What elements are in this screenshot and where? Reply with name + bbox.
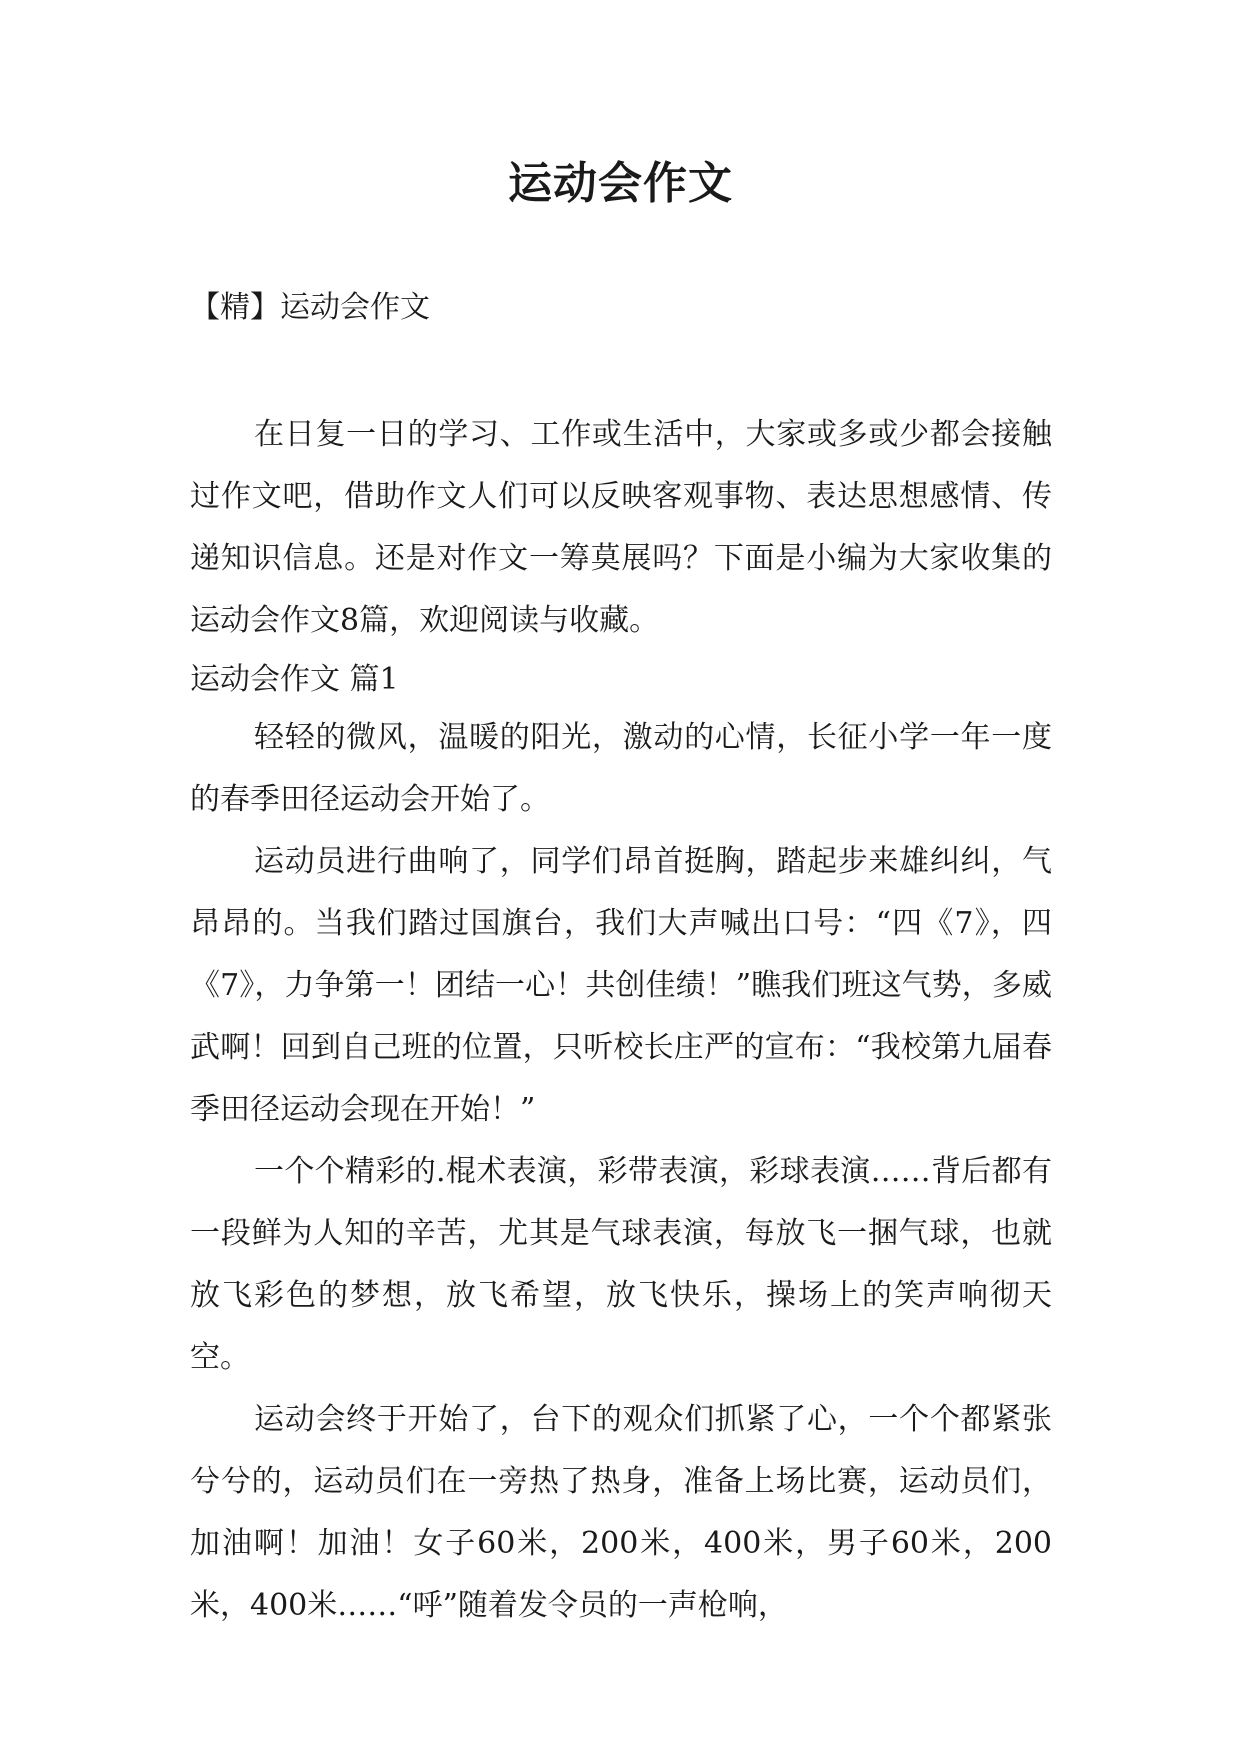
body-paragraph: 轻轻的微风，温暖的阳光，激动的心情，长征小学一年一度的春季田径运动会开始了。 <box>190 720 1052 817</box>
document-title: 运动会作文 <box>508 158 733 209</box>
body-paragraph: 运动员进行曲响了，同学们昂首挺胸，踏起步来雄纠纠，气昂昂的。当我们踏过国旗台，我们大声喊出口号：“四《7》，四《7》，力争第一！团结一心！共创佳绩！”瞧我们班这气势，多威武啊！回到自己班的位置，只听校长庄严的宣布：“我校第九届春季田径运动会现在开始！” <box>190 844 1052 1127</box>
document-body <box>190 404 1052 1637</box>
intro-paragraph: 在日复一日的学习、工作或生活中，大家或多或少都会接触过作文吧，借助作文人们可以反映客观事物、表达思想感情、传递知识信息。还是对作文一筹莫展吗？下面是小编为大家收集的运动会作文8篇，欢迎阅读与收藏。 <box>190 417 1052 638</box>
body-paragraph: 运动会终于开始了，台下的观众们抓紧了心，一个个都紧张兮兮的，运动员们在一旁热了热身，准备上场比赛，运动员们，加油啊！加油！女子60米，200米，400米，男子60米，200米，400米……“呼”随着发令员的一声枪响， <box>190 1402 1052 1623</box>
body-paragraph: 一个个精彩的.棍术表演，彩带表演，彩球表演……背后都有一段鲜为人知的辛苦，尤其是气球表演，每放飞一捆气球，也就放飞彩色的梦想，放飞希望，放飞快乐，操场上的笑声响彻天空。 <box>190 1154 1052 1375</box>
document-subtitle: 【精】运动会作文 <box>190 290 430 325</box>
section-heading: 运动会作文 篇1 <box>190 662 399 697</box>
